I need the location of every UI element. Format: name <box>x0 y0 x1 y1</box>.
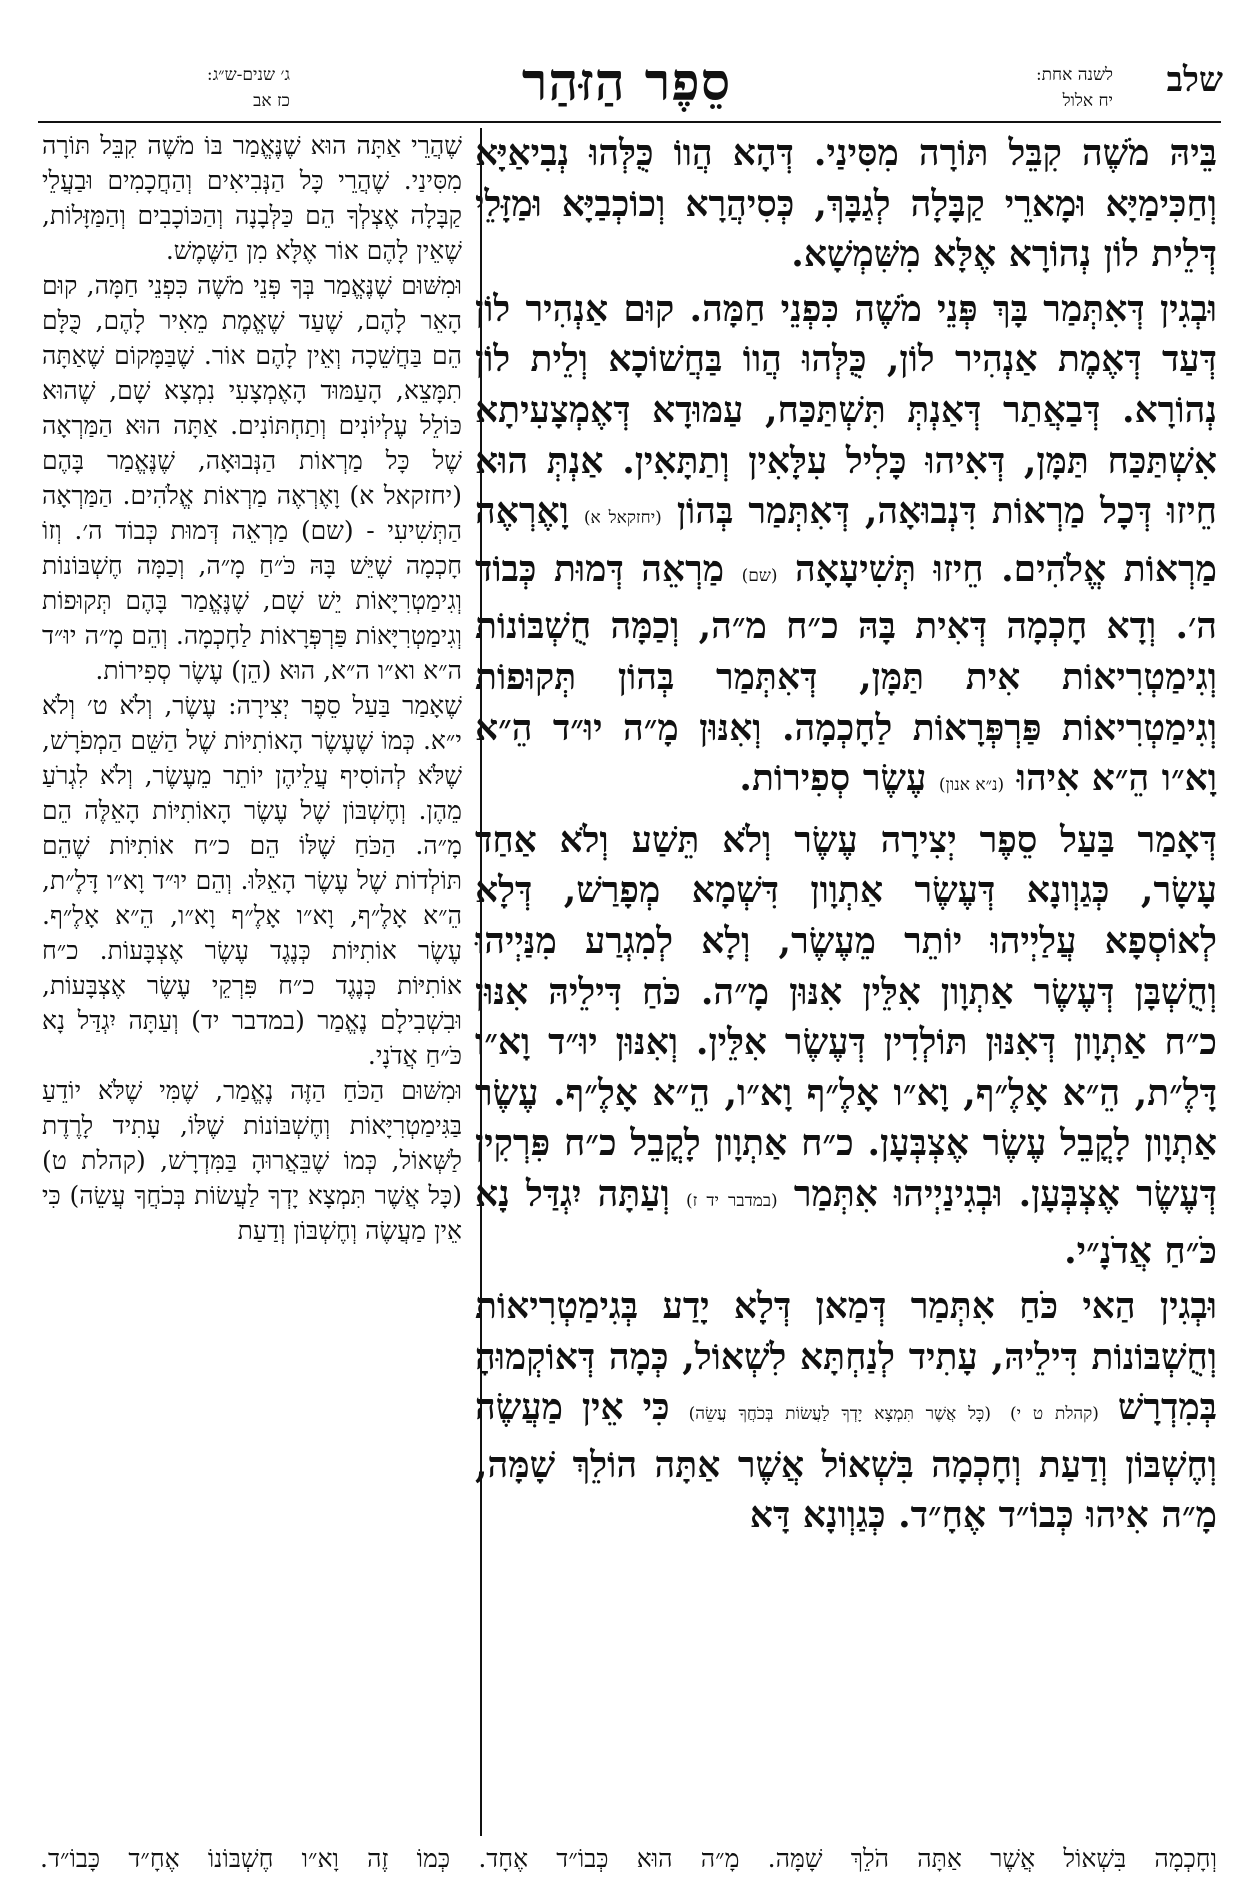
translation-paragraph: שֶׁאָמַר בַּעַל סֵפֶר יְצִירָה: עֶשֶׂר, וְלֹא ט׳ וְלֹא י״א. כְּמוֹ שֶׁעֶשֶׂר הָאוֹתִיּוֹת שֶׁל הַשֵּׁם הַמְפֹרָשׁ, שֶׁלֹּא לְהוֹסִיף עֲלֵיהֶן יוֹתֵר מֵעֶשֶׂר, וְלֹא לִגְרֹעַ מֵהֶן. וְחֶשְׁבּוֹן שֶׁל עֶשֶׂר הָאוֹתִיּוֹת הָאֵלֶּה הֵם מָ״ה. הַכֹּחַ שֶׁלּוֹ הֵם כ״ח אוֹתִיּוֹת שֶׁהֵם תּוֹלְדוֹת שֶׁל עֶשֶׂר הָאֵלּוּ. וְהֵם יוּ״ד וָא״ו דָּלֶ״ת, הֵ״א אָלֶ״ף, וָא״ו אָלֶ״ף וָא״ו, הֵ״א אָלֶ״ף. עֶשֶׂר אוֹתִיּוֹת כְּנֶגֶד עֶשֶׂר אֶצְבָּעוֹת. כ״ח אוֹתִיּוֹת כְּנֶגֶד כ״ח פִּרְקֵי עֶשֶׂר אֶצְבָּעוֹת, וּבִשְׁבִילָם נֶאֱמַר (במדבר יד) וְעַתָּה יִגְדַּל נָא כֹּ״חַ אֲדֹנָי. <box>42 691 462 1070</box>
schedule-label-3y: ג׳ שנים-ש״ג: <box>206 65 290 85</box>
citation: (נ״א אנון) <box>938 775 1005 796</box>
schedule-date: יח אלול <box>1062 91 1113 111</box>
schedule-label: לשנה אחת: <box>1035 65 1113 85</box>
translation-paragraph: שֶׁהֲרֵי אַתָּה הוּא שֶׁנֶּאֱמַר בּוֹ מֹשֶׁה קִבֵּל תּוֹרָה מִסִּינַי. שֶׁהֲרֵי כָּל הַנְּבִיאִים וְהַחֲכָמִים וּבַעֲלֵי קַבָּלָה אֶצְלְךָ הֵם כַּלְּבָנָה וְהַכּוֹכָבִים וְהַמַּזָּלוֹת, שֶׁאֵין לָהֶם אוֹר אֶלָּא מִן הַשֶּׁמֶשׁ. <box>42 131 462 265</box>
schedule-date-3y: כז אב <box>253 91 290 111</box>
main-paragraph: בֵּיהּ מֹשֶׁה קִבֵּל תּוֹרָה מִסִּינַי. דְּהָא הֲווֹ כֻּלְּהוּ נְבִיאַיָּא וְחַכִּימַיָּא וּמָארֵי קַבָּלָה לְגַבָּךְ, כְּסִיהֲרָא וְכוֹכְבַיָּא וּמַזָּלֵי דְּלֵית לוֹן נְהוֹרָא אֶלָּא מִשִּׁמְשָׁא. <box>475 132 1217 276</box>
citation: (כָּל אֲשֶׁר תִּמְצָא יָדְךָ לַעֲשׂוֹת בְּכֹחֲךָ עֲשֵׂה) <box>688 1404 991 1425</box>
translation-column <box>42 128 462 1248</box>
main-paragraph: וּבְגִין דְּאִתְּמַר בָּךְ פְּנֵי מֹשֶׁה כִּפְנֵי חַמָּה. קוּם אַנְהִיר לוֹן דְּעַד דְּאֶמֶת אַנְהִיר לוֹן, כֻּלְּהוּ הֲווֹ בַּחֲשׁוֹכָא וְלֵית לוֹן נְהוֹרָא. דְּבַאֲתַר דְּאַנְתְּ תִּשְׁתַּכַּח, עַמּוּדָא דְּאֶמְצָעִיתָא אִשְׁתַּכַּח תַּמָּן, דְּאִיהוּ כָּלִיל עִלָּאִין וְתַתָּאִין. אַנְתְּ הוּא חֵיזוּ דְּכָל מַרְאוֹת דִּנְבוּאָה, דְּאִתְּמַר בְּהוֹן (יחזקאל א) וָאֶרְאֶה מַרְאוֹת אֱלֹהִים. חֵיזוּ תְּשִׁיעָאָה (שם) מַרְאֵה דְּמוּת כְּבוֹד ה׳. וְדָא חָכְמָה דְּאִית בָּהּ כ״ח מ״ה, וְכַמָּה חֻשְׁבּוֹנוֹת וְגִימַטְרִיאוֹת אִית תַּמָּן, דְּאִתְּמַר בְּהוֹן תְּקוּפוֹת וְגִימַטְרִיאוֹת פַּרְפְּרָאוֹת לַחָכְמָה. וְאִנּוּן מָ״ה יוּ״ד הֵ״א וָא״ו הֵ״א אִיהוּ (נ״א אנון) עֶשֶׂר סְפִירוֹת. <box>475 287 1217 800</box>
header-left <box>60 52 290 122</box>
page-number: שלב <box>1166 60 1223 100</box>
citation: (שם) <box>741 565 778 586</box>
column-divider <box>480 128 482 1836</box>
translation-paragraph: וּמִשּׁוּם הַכֹּחַ הַזֶּה נֶאֱמַר, שֶׁמִּי שֶׁלֹּא יוֹדֵעַ בַּגִּימַטְרִיָּאוֹת וְחֶשְׁבּוֹנוֹת שֶׁלּוֹ, עָתִיד לָרֶדֶת לַשְּׁאוֹל, כְּמוֹ שֶׁבֵּאֲרוּהָ בַּמִּדְרָשׁ, (קהלת ט) (כָּל אֲשֶׁר תִּמְצָא יָדְךָ לַעֲשׂוֹת בְּכֹחֲךָ עֲשֵׂה) כִּי אֵין מַעֲשֶׂה וְחֶשְׁבּוֹן וְדַעַת <box>42 1076 462 1245</box>
translation-paragraph: וּמִשּׁוּם שֶׁנֶּאֱמַר בְּךָ פְּנֵי מֹשֶׁה כִּפְנֵי חַמָּה, קוּם הָאֵר לָהֶם, שֶׁעַד שֶׁאֱמֶת מֵאִיר לָהֶם, כֻּלָּם הֵם בַּחֲשֵׁכָה וְאֵין לָהֶם אוֹר. שֶׁבַּמָּקוֹם שֶׁאַתָּה תִמָּצֵא, הָעַמּוּד הָאֶמְצָעִי נִמְצָא שָׁם, שֶׁהוּא כּוֹלֵל עֶלְיוֹנִים וְתַחְתּוֹנִים. אַתָּה הוּא הַמַּרְאָה שֶׁל כָּל מַרְאוֹת הַנְּבוּאָה, שֶׁנֶּאֱמַר בָּהֶם (יחזקאל א) וָאֶרְאֶה מַרְאוֹת אֱלֹהִים. הַמַּרְאָה הַתְּשִׁיעִי - (שם) מַרְאֵה דְּמוּת כְּבוֹד ה׳. וְזוֹ חָכְמָה שֶׁיֵּשׁ בָּהּ כֹּ״חַ מָ״ה, וְכַמָּה חֶשְׁבּוֹנוֹת וְגִימַטְרִיָּאוֹת יֵשׁ שָׁם, שֶׁנֶּאֱמַר בָּהֶם תְּקוּפוֹת וְגִימַטְרִיָּאוֹת פַּרְפְּרָאוֹת לַחָכְמָה. וְהֵם מָ״ה יוּ״ד ה״א וא״ו ה״א, הוּא (הֵן) עֶשֶׂר סְפִירוֹת. <box>42 271 462 685</box>
citation: (יחזקאל א) <box>583 508 662 529</box>
book-title: סֵפֶר הַזּהַר <box>521 52 732 113</box>
header-rule <box>38 121 1221 123</box>
citation: (במדבר יד ז) <box>686 1190 778 1211</box>
main-paragraph: וּבְגִין הַאי כֹּחַ אִתְּמַר דְּמַאן דְּלָא יָדַע בְּגִימַטְרִיאוֹת וְחֻשְׁבּוֹנוֹת דִּילֵיהּ, עָתִיד לְנַחְתָּא לִשְׁאוֹל, כְּמָה דְּאוֹקְמוּהָ בְּמִדְרָשׁ (קהלת ט י) (כָּל אֲשֶׁר תִּמְצָא יָדְךָ לַעֲשׂוֹת בְּכֹחֲךָ עֲשֵׂה) כִּי אֵין מַעֲשֶׂה וְחֶשְׁבּוֹן וְדַעַת וְחָכְמָה בִּשְׁאוֹל אֲשֶׁר אַתָּה הוֹלֵךְ שָׁמָּה, מָ״ה אִיהוּ כְּבוֹ״ד אֶחָ״ד. כְּגַוְונָא דָּא <box>475 1285 1218 1537</box>
reading-schedule-three-year <box>207 62 290 114</box>
main-paragraph: דְּאָמַר בַּעַל סֵפֶר יְצִירָה עֶשֶׂר וְלֹא תֵּשַׁע וְלֹא אַחַד עָשָׂר, כְּגַוְונָא דְּעֶשֶׂר אַתְוָון דִּשְׁמָא מְפָרַשׁ, דְּלָא לְאוֹסְפָא עֲלַיְיהוּ יוֹתֵר מֵעֶשֶׂר, וְלָא לְמִגְרַע מִנַּיְיהוּ וְחֻשְׁבָּן דְּעֶשֶׂר אַתְוָון אִלֵּין אִנּוּן מָ״ה. כֹּחַ דִּילֵיהּ אִנּוּן כ״ח אַתְוָון דְּאִנּוּן תּוֹלְדִין דְּעֶשֶׂר אִלֵּין. וְאִנּוּן יוּ״ד וָא״ו דָּלֶ״ת, הֵ״א אָלֶ״ף, וָא״ו אָלֶ״ף וָא״ו, הֵ״א אָלֶ״ף. עֶשֶׂר אַתְוָון לָקֳבֵל עֶשֶׂר אֶצְבְּעָן. כ״ח אַתְוָון לָקֳבֵל כ״ח פִּרְקִין דְּעֶשֶׂר אֶצְבְּעָן. וּבְגִינַיְיהוּ אִתְּמַר (במדבר יד ז) וְעַתָּה יִגְדַּל נָא כֹּ״חַ אֲדֹנָ״י. <box>475 818 1217 1273</box>
footer-continuation-line: וְחָכְמָה בִּשְׁאוֹל אֲשֶׁר אַתָּה הֹלֵךְ שָׁמָּה. מָ״ה הוּא כְּבוֹ״ד אֶחָד. כְּמוֹ זֶה וָא״ו חֶשְׁבּוֹנוֹ אֶחָ״ד כָּבוֹ״ד. <box>40 1844 1217 1873</box>
citation: (קהלת ט י) <box>1009 1404 1099 1425</box>
main-text-column <box>475 128 1217 1545</box>
